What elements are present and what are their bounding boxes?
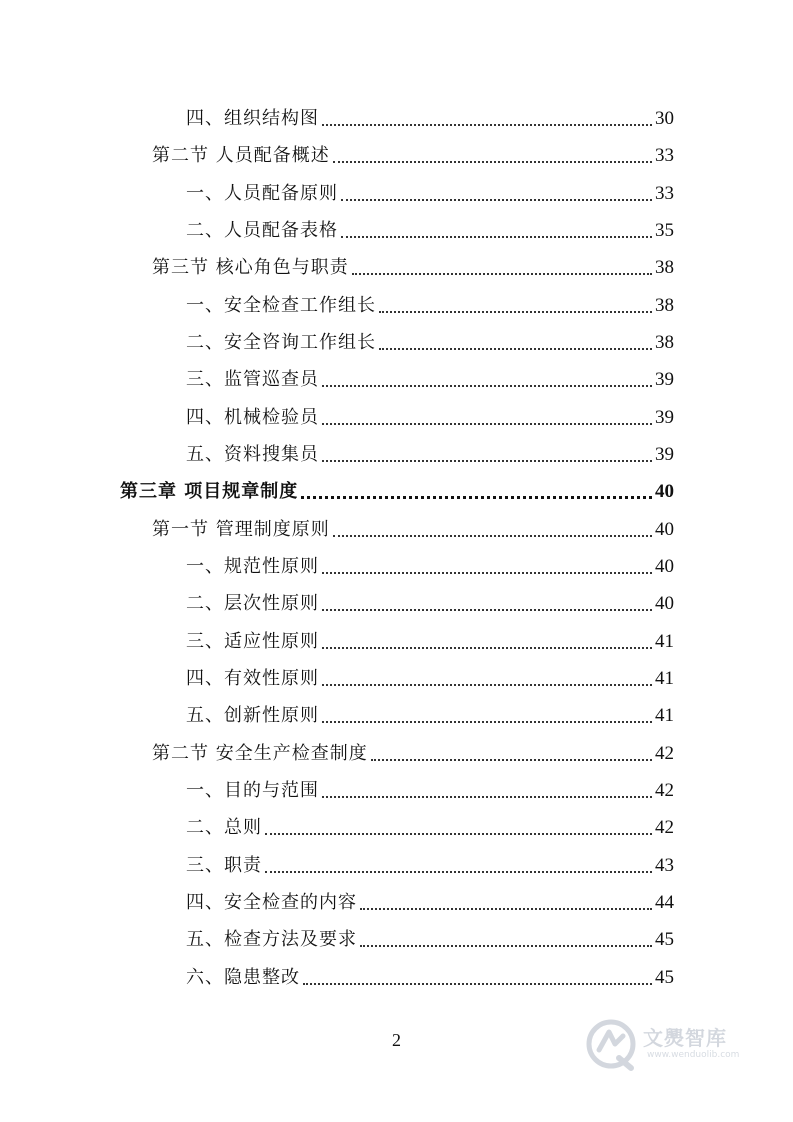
toc-entry[interactable] xyxy=(186,212,674,249)
dot-leader xyxy=(379,324,652,361)
toc-entry-page: 38 xyxy=(655,257,674,278)
toc-entry-page: 42 xyxy=(655,780,674,801)
toc-entry-page: 33 xyxy=(655,145,674,166)
toc-entry-label: 第三节 核心角色与职责 xyxy=(152,257,349,278)
dot-leader xyxy=(322,697,652,734)
dot-leader xyxy=(322,772,652,809)
toc-entry-label: 四、有效性原则 xyxy=(186,668,319,689)
toc-entry-label: 二、总则 xyxy=(186,817,262,838)
dot-leader xyxy=(322,548,652,585)
dot-leader xyxy=(303,959,652,996)
dot-leader xyxy=(322,100,652,137)
dot-leader xyxy=(322,623,652,660)
toc-entry-label: 五、检查方法及要求 xyxy=(186,929,357,950)
toc-entry[interactable] xyxy=(186,436,674,473)
toc-entry-label: 四、组织结构图 xyxy=(186,108,319,129)
dot-leader xyxy=(360,921,652,958)
toc-entry[interactable] xyxy=(186,847,674,884)
toc-entry-page: 41 xyxy=(655,668,674,689)
toc-entry-page: 42 xyxy=(655,743,674,764)
toc-entry-page: 45 xyxy=(655,967,674,988)
toc-entry-label: 第二节 安全生产检查制度 xyxy=(152,743,368,764)
dot-leader xyxy=(322,361,652,398)
toc-entry-page: 39 xyxy=(655,407,674,428)
toc-entry-label: 一、目的与范围 xyxy=(186,780,319,801)
toc-entry[interactable] xyxy=(152,735,674,772)
dot-leader xyxy=(371,735,652,772)
dot-leader xyxy=(265,809,652,846)
dot-leader xyxy=(333,511,652,548)
toc-entry[interactable] xyxy=(186,175,674,212)
watermark-logo-icon xyxy=(585,1014,639,1074)
toc-entry[interactable] xyxy=(186,921,674,958)
toc-entry[interactable] xyxy=(186,361,674,398)
toc-entry[interactable] xyxy=(186,809,674,846)
dot-leader xyxy=(322,399,652,436)
toc-entry-page: 38 xyxy=(655,332,674,353)
dot-leader xyxy=(352,249,652,286)
dot-leader xyxy=(301,473,652,510)
dot-leader xyxy=(322,585,652,622)
page-number: 2 xyxy=(392,1030,401,1050)
toc-entry-label: 三、职责 xyxy=(186,855,262,876)
dot-leader xyxy=(333,137,652,174)
toc-entry[interactable] xyxy=(152,137,674,174)
toc-entry[interactable] xyxy=(152,249,674,286)
dot-leader xyxy=(341,212,652,249)
toc-entry-label: 三、监管巡查员 xyxy=(186,369,319,390)
toc-entry-page: 33 xyxy=(655,183,674,204)
dot-leader xyxy=(322,660,652,697)
toc-entry-label: 二、人员配备表格 xyxy=(186,220,338,241)
toc-entry-label: 一、安全检查工作组长 xyxy=(186,295,376,316)
toc-entry[interactable] xyxy=(186,884,674,921)
toc-entry-page: 30 xyxy=(655,108,674,129)
toc-entry-label: 二、层次性原则 xyxy=(186,593,319,614)
dot-leader xyxy=(341,175,652,212)
toc-entry[interactable] xyxy=(186,287,674,324)
watermark-url: www.wenduolib.com xyxy=(647,1050,740,1060)
watermark xyxy=(585,1010,755,1080)
toc-entry-label: 二、安全咨询工作组长 xyxy=(186,332,376,353)
toc-entry-page: 39 xyxy=(655,444,674,465)
toc-entry-page: 40 xyxy=(655,481,674,502)
toc-entry[interactable] xyxy=(186,399,674,436)
dot-leader xyxy=(265,847,652,884)
toc-entry[interactable] xyxy=(186,548,674,585)
toc-entry-label: 一、规范性原则 xyxy=(186,556,319,577)
dot-leader xyxy=(379,287,652,324)
toc-entry[interactable] xyxy=(186,772,674,809)
toc-entry-page: 41 xyxy=(655,705,674,726)
toc-entry-label: 四、机械检验员 xyxy=(186,407,319,428)
toc-entry[interactable] xyxy=(186,585,674,622)
toc-entry-page: 43 xyxy=(655,855,674,876)
toc-entry-label: 五、资料搜集员 xyxy=(186,444,319,465)
toc-entry-page: 41 xyxy=(655,631,674,652)
toc-entry-label: 四、安全检查的内容 xyxy=(186,892,357,913)
toc-entry-page: 42 xyxy=(655,817,674,838)
toc-entry[interactable] xyxy=(186,623,674,660)
toc-entry-label: 六、隐患整改 xyxy=(186,967,300,988)
toc-entry-label: 一、人员配备原则 xyxy=(186,183,338,204)
toc-entry-page: 40 xyxy=(655,519,674,540)
dot-leader xyxy=(322,436,652,473)
toc-entry-page: 38 xyxy=(655,295,674,316)
watermark-brand: 文爂智库 xyxy=(643,1026,727,1050)
toc-entry-label: 第三章 项目规章制度 xyxy=(120,481,299,502)
toc-entry-label: 三、适应性原则 xyxy=(186,631,319,652)
toc-entry-label: 第二节 人员配备概述 xyxy=(152,145,330,166)
dot-leader xyxy=(360,884,652,921)
toc-entry-label: 第一节 管理制度原则 xyxy=(152,519,330,540)
toc-entry[interactable] xyxy=(186,324,674,361)
toc-entry[interactable] xyxy=(186,959,674,996)
toc-entry[interactable] xyxy=(186,660,674,697)
toc-chapter-entry[interactable] xyxy=(120,473,674,510)
toc-entry[interactable] xyxy=(186,100,674,137)
toc-entry[interactable] xyxy=(152,511,674,548)
toc-entry-page: 40 xyxy=(655,556,674,577)
toc-entry-page: 35 xyxy=(655,220,674,241)
toc-entry-page: 39 xyxy=(655,369,674,390)
toc-entry-page: 40 xyxy=(655,593,674,614)
toc-entry-label: 五、创新性原则 xyxy=(186,705,319,726)
toc-entry-page: 45 xyxy=(655,929,674,950)
toc-entry-page: 44 xyxy=(655,892,674,913)
toc-entry[interactable] xyxy=(186,697,674,734)
